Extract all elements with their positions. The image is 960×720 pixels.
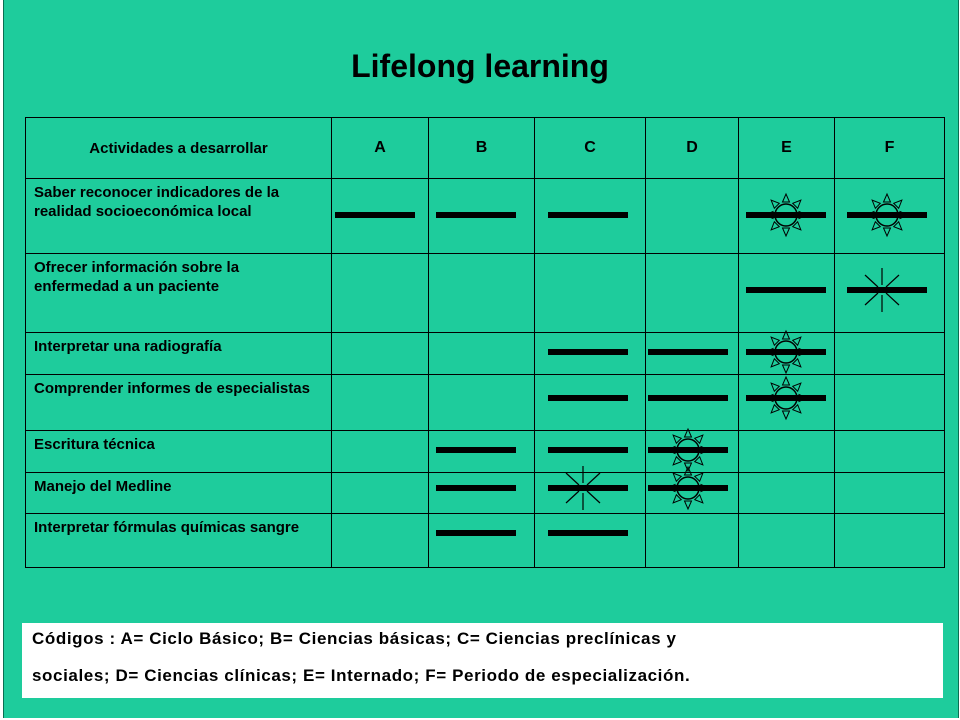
table-cell [835, 179, 945, 254]
table-cell [646, 514, 739, 568]
table-cell [835, 431, 945, 473]
row-label: Ofrecer información sobre la enfermedad a un paciente [26, 254, 332, 333]
table-row [26, 333, 945, 375]
table-cell [739, 375, 835, 431]
row-label: Escritura técnica [26, 431, 332, 473]
table-row [26, 473, 945, 514]
table-cell [332, 473, 429, 514]
header-activities: Actividades a desarrollar [26, 118, 332, 179]
table-cell [646, 333, 739, 375]
header-col-d: D [646, 118, 739, 179]
page-title: Lifelong learning [351, 48, 609, 84]
row-label: Comprender informes de especialistas [26, 375, 332, 431]
table-cell [429, 254, 535, 333]
codes-legend [22, 623, 943, 698]
row-label: Saber reconocer indicadores de la realidad socioeconómica local [26, 179, 332, 254]
table-cell [739, 333, 835, 375]
header-col-c: C [535, 118, 646, 179]
table-cell [835, 514, 945, 568]
table-row [26, 179, 945, 254]
table-cell [739, 179, 835, 254]
table-row [26, 431, 945, 473]
table-row [26, 254, 945, 333]
table-cell [646, 179, 739, 254]
table-cell [646, 473, 739, 514]
table-cell [535, 254, 646, 333]
table-cell [332, 254, 429, 333]
table-cell [332, 514, 429, 568]
header-col-b: B [429, 118, 535, 179]
table-cell [535, 431, 646, 473]
table-cell [429, 375, 535, 431]
table-cell [835, 333, 945, 375]
table-cell [332, 375, 429, 431]
table-cell [646, 375, 739, 431]
table-cell [835, 375, 945, 431]
table-cell [835, 254, 945, 333]
table-cell [739, 473, 835, 514]
codes-line-1: Códigos : A= Ciclo Básico; B= Ciencias básicas; C= Ciencias preclínicas y [32, 629, 677, 648]
row-label: Manejo del Medline [26, 473, 332, 514]
table-cell [739, 431, 835, 473]
header-col-f: F [835, 118, 945, 179]
header-row [26, 118, 945, 179]
table-cell [646, 431, 739, 473]
table-cell [429, 473, 535, 514]
table-cell [429, 514, 535, 568]
table-cell [332, 333, 429, 375]
table-row [26, 514, 945, 568]
activity-table [25, 117, 945, 568]
header-col-e: E [739, 118, 835, 179]
table-cell [429, 431, 535, 473]
table-cell [535, 473, 646, 514]
table-cell [332, 431, 429, 473]
table-cell [835, 473, 945, 514]
row-label: Interpretar una radiografía [26, 333, 332, 375]
table-cell [535, 179, 646, 254]
table-cell [332, 179, 429, 254]
table-cell [535, 333, 646, 375]
table-cell [739, 254, 835, 333]
table-cell [535, 375, 646, 431]
header-col-a: A [332, 118, 429, 179]
codes-line-2: sociales; D= Ciencias clínicas; E= Internado; F= Periodo de especialización. [32, 666, 691, 685]
table-cell [646, 254, 739, 333]
row-label: Interpretar fórmulas químicas sangre [26, 514, 332, 568]
table-cell [739, 514, 835, 568]
table-row [26, 375, 945, 431]
table-cell [429, 179, 535, 254]
table-cell [535, 514, 646, 568]
table-cell [429, 333, 535, 375]
